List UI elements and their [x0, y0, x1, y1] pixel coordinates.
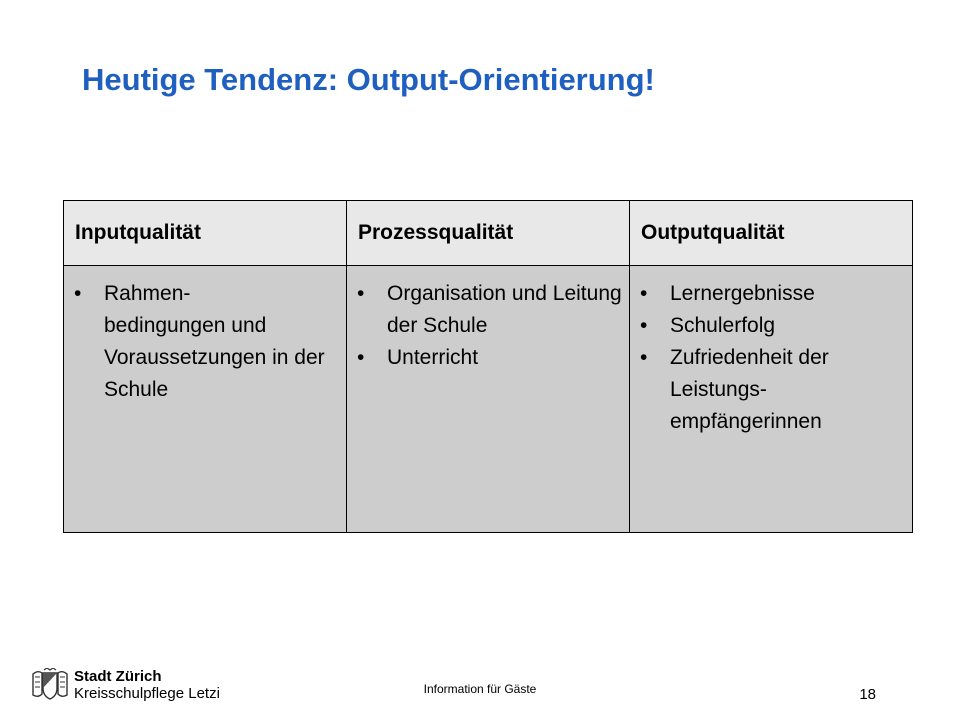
- cell-input-quality: [64, 266, 347, 533]
- logo-department: Kreisschulpflege Letzi: [74, 685, 220, 702]
- list-item-text: Schulerfolg: [670, 314, 776, 337]
- list-item-text: Zufriedenheit der Leistungs- empfängerinnen: [670, 346, 829, 433]
- list-item-text: Lernergebnisse: [670, 282, 815, 305]
- header-process-quality: Prozessqualität: [347, 201, 630, 266]
- bullet-icon: •: [74, 282, 82, 305]
- quality-table: [63, 200, 913, 533]
- list-item: [357, 278, 625, 342]
- list-item: [640, 278, 908, 310]
- header-output-quality: Outputqualität: [630, 201, 913, 266]
- bullet-icon: •: [357, 282, 365, 305]
- input-quality-list: [74, 278, 342, 406]
- table-body-row: [64, 266, 913, 533]
- header-input-quality: Inputqualität: [64, 201, 347, 266]
- list-item-text: Unterricht: [387, 346, 479, 369]
- logo-city-name: Stadt Zürich: [74, 668, 162, 685]
- bullet-icon: •: [357, 346, 365, 369]
- footer-text: Information für Gäste: [423, 682, 537, 696]
- slide-title: Heutige Tendenz: Output-Orientierung!: [82, 62, 655, 97]
- list-item: [640, 342, 908, 438]
- list-item: [357, 342, 625, 374]
- cell-output-quality: [630, 266, 913, 533]
- list-item: [74, 278, 342, 406]
- list-item: [640, 310, 908, 342]
- list-item-text: Organisation und Leitung der Schule: [387, 282, 622, 337]
- bullet-icon: •: [640, 282, 648, 305]
- table-header-row: [64, 201, 913, 266]
- cell-process-quality: [347, 266, 630, 533]
- page-number: 18: [859, 686, 876, 703]
- process-quality-list: [357, 278, 625, 374]
- output-quality-list: [640, 278, 908, 438]
- bullet-icon: •: [640, 346, 648, 369]
- bullet-icon: •: [640, 314, 648, 337]
- list-item-text: Rahmen- bedingungen und Voraussetzungen in der Schule: [104, 282, 325, 401]
